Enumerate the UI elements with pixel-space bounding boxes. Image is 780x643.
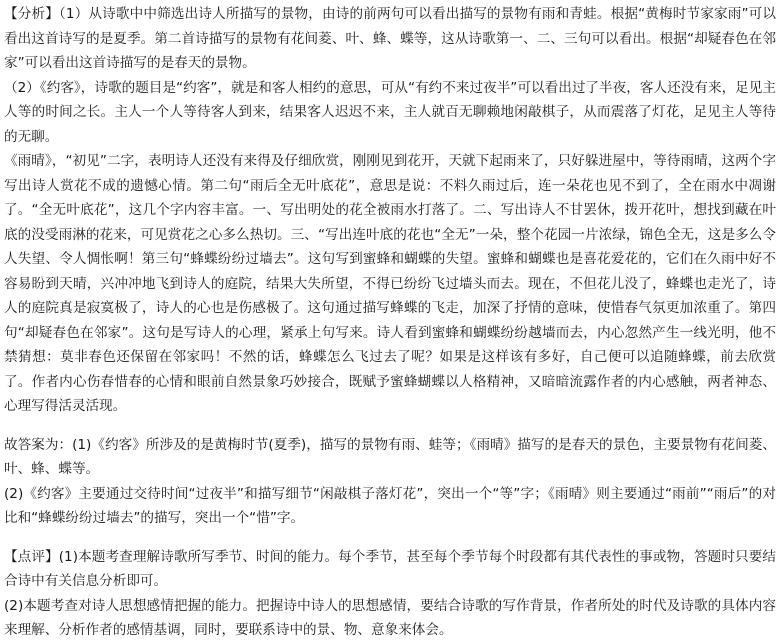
- analysis-paragraph-1: 【分析】（1）从诗歌中中筛选出诗人所描写的景物，由诗的前两句可以看出描写的景物有雨和青蛙。根据“黄梅时节家家雨”可以看出这首诗写的是夏季。第二首诗描写的景物有花间菱、叶、蜂、蝶等，这从诗歌第一、二、三句可以看出。根据“却疑春色在邻家”可以看出这首诗描写的是春天的景物。: [4, 6, 776, 71]
- answer-section: [4, 433, 776, 531]
- analysis-paragraph-2: （2）《约客》，诗歌的题目是“约客”，就是和客人相约的意思，可从“有约不来过夜半”可以看出过了半夜，客人还没有来，足见主人等的时间之长。主人一个人等待客人到来，结果客人迟迟不来，主人就百无聊赖地闲敲棋子，从而震落了灯花，足见主人等待的无聊。: [4, 79, 776, 145]
- document-page: [0, 2, 780, 638]
- answer-paragraph-1: 故答案为：(1)《约客》所涉及的是黄梅时节(夏季)，描写的景物有雨、蛙等；《雨晴》描写的是春天的景色，主要景物有花间菱、叶、蜂、蝶等。: [4, 436, 776, 477]
- answer-paragraph-2: (2)《约客》主要通过交待时间“过夜半”和描写细节“闲敲棋子落灯花”，突出一个“等”字；《雨晴》则主要通过“雨前”“雨后”的对比和“蜂蝶纷纷过墙去”的描写，突出一个“惜”字。: [4, 485, 776, 526]
- comment-paragraph-1: 【点评】(1)本题考查理解诗歌所写季节、时间的能力。每个季节，甚至每个季节每个时段都有其代表性的事或物，答题时只要结合诗中有关信息分析即可。: [4, 548, 776, 589]
- analysis-section: [4, 2, 776, 419]
- analysis-paragraph-3: 《雨晴》，“初见”二字，表明诗人还没有来得及仔细欣赏，刚刚见到花开，天就下起雨来了，只好躲进屋中，等待雨晴，这两个字写出诗人赏花不成的遗憾心情。第二句“雨后全无叶底花”，意思是说：不料久雨过后，连一朵花也见不到了，全在雨水中凋谢了。“全无叶底花”，这几个字内容丰富。一、写出明处的花全被雨水打落了。二、写出诗人不甘罢休，拨开花叶，想找到藏在叶底的没受雨淋的花来，可见赏花之心多么热切。三、“写出连叶底的花也“全无”一朵，整个花园一片浓绿，锦色全无，这是多么令人失望、令人惆怅啊！第三句“蜂蝶纷纷过墙去”。这句写到蜜蜂和蝴蝶的失望。蜜蜂和蝴蝶也是喜花爱花的，它们在久雨中好不容易盼到天晴，兴冲冲地飞到诗人的庭院，结果大失所望，不得已纷纷飞过墙头而去。现在，不但花儿没了，蜂蝶也走光了，诗人的庭院真是寂寞极了，诗人的心也是伤感极了。这句通过描写蜂蝶的飞走，加深了抒情的意味，使惜春气氛更加浓重了。第四句“却疑春色在邻家”。这句是写诗人的心理，紧承上句写来。诗人看到蜜蜂和蝴蝶纷纷越墙而去，内心忽然产生一线光明，他不禁猜想：莫非春色还保留在邻家吗！不然的话，蜂蝶怎么飞过去了呢？如果是这样该有多好，自己便可以追随蜂蝶，前去欣赏了。作者内心伤春惜春的心情和眼前自然景象巧妙接合，既赋予蜜蜂蝴蝶以人格精神，又暗暗流露作者的内心感触，两者神态、心理写得活灵活现。: [4, 153, 776, 414]
- comment-paragraph-2: (2)本题考查对诗人思想感情把握的能力。把握诗中诗人的思想感情，要结合诗歌的写作背景，作者所处的时代及诗歌的具体内容来理解、分析作者的感情基调，同时，要联系诗中的景、物、意象来体会。: [4, 597, 776, 638]
